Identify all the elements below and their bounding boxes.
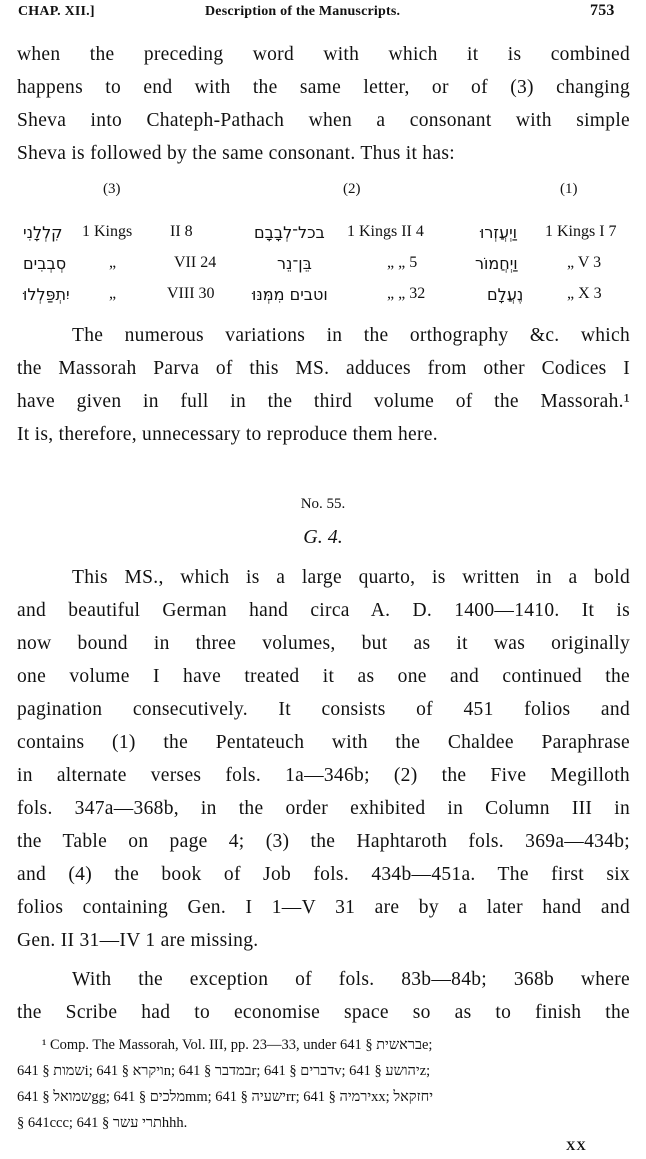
exception-paragraph bbox=[17, 963, 630, 1029]
text-line: pagination consecutively. It consists of 451 folios and bbox=[17, 699, 630, 720]
text-line: The numerous variations in the orthography &c. which bbox=[72, 325, 630, 346]
text-line: the Massorah Parva of this MS. adduces from other Codices I bbox=[17, 358, 630, 379]
reference: „ bbox=[109, 285, 117, 302]
reference: „ „ 32 bbox=[387, 285, 426, 302]
chapter-verse: VIII 30 bbox=[167, 285, 215, 302]
footnote-line: ¹ Comp. The Massorah, Vol. III, pp. 23—33, under בראשית § 641e; bbox=[42, 1037, 433, 1053]
text-line: Sheva into Chateph-Pathach when a consonant with simple bbox=[17, 110, 630, 131]
footnote-line: שמואל § 641gg; מלכים § 641mm; ישעיה § 641rr; ירמיה § 641xx; יחזקאל bbox=[17, 1089, 433, 1105]
text-line: one volume I have treated it as one and continued the bbox=[17, 666, 630, 687]
reference: „ V 3 bbox=[567, 254, 602, 271]
footnote-line: שמות § 641i; ויקרא § 641n; במדבר § 641r; דברים § 641v; יהושע § 641z; bbox=[17, 1063, 431, 1079]
footnote bbox=[17, 1032, 637, 1136]
table-row bbox=[17, 285, 642, 315]
table-row bbox=[17, 223, 642, 253]
reference: 1 Kings I 7 bbox=[545, 223, 617, 240]
description-paragraph bbox=[17, 561, 630, 957]
text-line: happens to end with the same letter, or of (3) changing bbox=[17, 77, 630, 98]
hebrew-word: בכל־לְבָבָם bbox=[254, 223, 325, 242]
text-line: fols. 347a—368b, in the order exhibited in Column III in bbox=[17, 798, 630, 819]
text-line: the Table on page 4; (3) the Haphtaroth fols. 369a—434b; bbox=[17, 831, 630, 852]
hebrew-word: וַיְחֲמוֹר bbox=[475, 254, 518, 273]
hebrew-word: וטבים מִמְּנּוּ bbox=[252, 285, 328, 304]
reference: „ bbox=[109, 254, 117, 271]
text-line: and (4) the book of Job fols. 434b—451a. The first six bbox=[17, 864, 630, 885]
chapter-verse: II 8 bbox=[170, 223, 193, 240]
text-line: when the preceding word with which it is combined bbox=[17, 44, 630, 65]
variations-paragraph bbox=[17, 319, 630, 451]
chapter-verse: VII 24 bbox=[174, 254, 217, 271]
text-line: Gen. II 31—IV 1 are missing. bbox=[17, 930, 259, 951]
hebrew-word: בֵּן־נֵר bbox=[277, 254, 312, 273]
text-line: This MS., which is a large quarto, is written in a bold bbox=[72, 567, 630, 588]
text-line: With the exception of fols. 83b—84b; 368b where bbox=[72, 969, 630, 990]
hebrew-word: סְבְבִים bbox=[23, 254, 67, 273]
text-line: now bound in three volumes, but as it was originally bbox=[17, 633, 630, 654]
table-row bbox=[17, 254, 642, 284]
page-number: 753 bbox=[590, 2, 615, 19]
hebrew-word: יִתְפַּלְלוּ bbox=[23, 285, 70, 304]
signature-mark: XX bbox=[566, 1138, 587, 1153]
text-line: the Scribe had to economise space so as to finish the bbox=[17, 1002, 630, 1023]
text-line: folios containing Gen. I 1—V 31 are by a later hand and bbox=[17, 897, 630, 918]
chapter-label: CHAP. XII.] bbox=[18, 4, 95, 19]
intro-paragraph bbox=[17, 38, 630, 170]
text-line: Sheva is followed by the same consonant. Thus it has: bbox=[17, 143, 455, 164]
text-line: It is, therefore, unnecessary to reproduce them here. bbox=[17, 424, 438, 445]
text-line: contains (1) the Pentateuch with the Chaldee Paraphrase bbox=[17, 732, 630, 753]
hebrew-word: וַיְעֲזְרוּ bbox=[480, 223, 518, 242]
text-line: have given in full in the third volume of the Massorah.¹ bbox=[17, 391, 630, 412]
footnote-line: § 641ccc; תרי עשר § 641hhh. bbox=[17, 1115, 188, 1131]
hebrew-word: נֶעֲלָם bbox=[487, 285, 524, 304]
running-title: Description of the Manuscripts. bbox=[205, 4, 401, 19]
reference: 1 Kings bbox=[82, 223, 133, 240]
reference: „ X 3 bbox=[567, 285, 602, 302]
section-number: No. 55. bbox=[300, 496, 346, 512]
column-head-3: (3) bbox=[103, 181, 121, 197]
hebrew-word: קִלְלָנִי bbox=[23, 223, 63, 242]
text-line: and beautiful German hand circa A. D. 1400—1410. It is bbox=[17, 600, 630, 621]
column-head-1: (1) bbox=[560, 181, 578, 197]
reference: 1 Kings II 4 bbox=[347, 223, 424, 240]
section-code: G. 4. bbox=[303, 526, 343, 548]
column-head-2: (2) bbox=[343, 181, 361, 197]
text-line: in alternate verses fols. 1a—346b; (2) the Five Megilloth bbox=[17, 765, 630, 786]
reference: „ „ 5 bbox=[387, 254, 418, 271]
